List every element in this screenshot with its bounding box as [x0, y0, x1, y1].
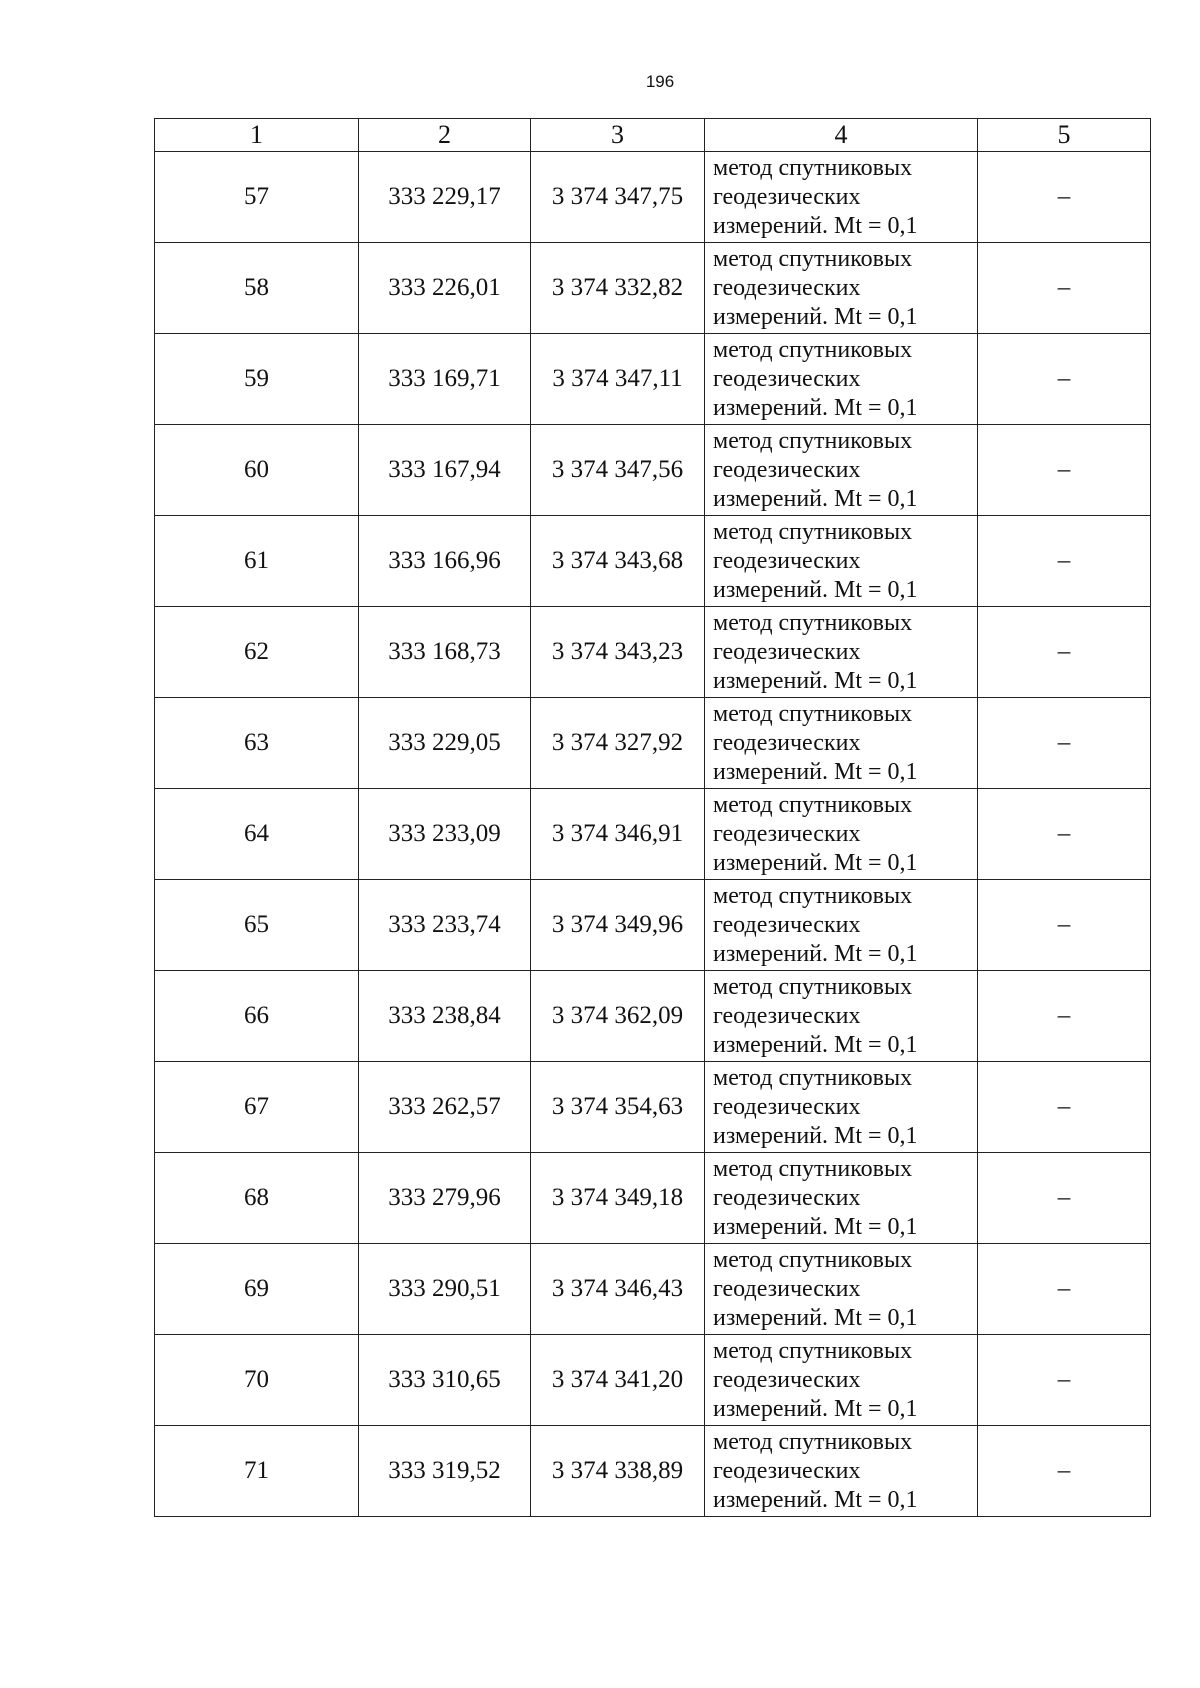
x-coordinate-cell: 333 319,52	[359, 1426, 531, 1517]
method-line: метод спутниковых	[713, 1155, 913, 1182]
x-coordinate-cell: 333 169,71	[359, 334, 531, 425]
table-header	[155, 119, 1151, 152]
method-line: измерений. Mt = 0,1	[713, 667, 918, 694]
description-cell: –	[978, 1062, 1151, 1153]
method-line: геодезических	[713, 1275, 861, 1302]
method-cell	[705, 607, 978, 698]
table-row	[155, 516, 1151, 607]
method-line: метод спутниковых	[713, 1064, 913, 1091]
y-coordinate-cell: 3 374 343,23	[531, 607, 705, 698]
y-coordinate-cell: 3 374 327,92	[531, 698, 705, 789]
method-cell	[705, 243, 978, 334]
x-coordinate-cell: 333 226,01	[359, 243, 531, 334]
point-number-cell: 60	[155, 425, 359, 516]
method-line: метод спутниковых	[713, 973, 913, 1000]
y-coordinate-cell: 3 374 341,20	[531, 1335, 705, 1426]
method-line: геодезических	[713, 820, 861, 847]
method-line: метод спутниковых	[713, 245, 913, 272]
y-coordinate-cell: 3 374 349,18	[531, 1153, 705, 1244]
method-line: геодезических	[713, 1366, 861, 1393]
y-coordinate-cell: 3 374 343,68	[531, 516, 705, 607]
method-cell	[705, 152, 978, 243]
column-header-1: 1	[155, 119, 359, 152]
x-coordinate-cell: 333 229,17	[359, 152, 531, 243]
method-line: метод спутниковых	[713, 154, 913, 181]
description-cell: –	[978, 152, 1151, 243]
table-row	[155, 1244, 1151, 1335]
column-header-3: 3	[531, 119, 705, 152]
method-cell	[705, 880, 978, 971]
method-line: измерений. Mt = 0,1	[713, 1031, 918, 1058]
y-coordinate-cell: 3 374 362,09	[531, 971, 705, 1062]
method-line: измерений. Mt = 0,1	[713, 485, 918, 512]
method-line: измерений. Mt = 0,1	[713, 1213, 918, 1240]
method-line: метод спутниковых	[713, 427, 913, 454]
description-cell: –	[978, 516, 1151, 607]
method-cell	[705, 1153, 978, 1244]
method-line: метод спутниковых	[713, 700, 913, 727]
point-number-cell: 66	[155, 971, 359, 1062]
method-line: геодезических	[713, 638, 861, 665]
method-line: геодезических	[713, 1002, 861, 1029]
method-line: измерений. Mt = 0,1	[713, 849, 918, 876]
table-row	[155, 789, 1151, 880]
x-coordinate-cell: 333 166,96	[359, 516, 531, 607]
point-number-cell: 65	[155, 880, 359, 971]
description-cell: –	[978, 425, 1151, 516]
table-row	[155, 607, 1151, 698]
point-number-cell: 59	[155, 334, 359, 425]
method-line: измерений. Mt = 0,1	[713, 1395, 918, 1422]
method-cell	[705, 971, 978, 1062]
y-coordinate-cell: 3 374 346,43	[531, 1244, 705, 1335]
x-coordinate-cell: 333 290,51	[359, 1244, 531, 1335]
point-number-cell: 61	[155, 516, 359, 607]
method-line: измерений. Mt = 0,1	[713, 1122, 918, 1149]
description-cell: –	[978, 1426, 1151, 1517]
y-coordinate-cell: 3 374 354,63	[531, 1062, 705, 1153]
point-number-cell: 62	[155, 607, 359, 698]
table-row	[155, 1062, 1151, 1153]
header-row	[155, 119, 1151, 152]
point-number-cell: 70	[155, 1335, 359, 1426]
method-line: геодезических	[713, 1093, 861, 1120]
description-cell: –	[978, 880, 1151, 971]
point-number-cell: 71	[155, 1426, 359, 1517]
method-line: геодезических	[713, 274, 861, 301]
y-coordinate-cell: 3 374 347,75	[531, 152, 705, 243]
table-row	[155, 243, 1151, 334]
method-line: метод спутниковых	[713, 882, 913, 909]
method-line: измерений. Mt = 0,1	[713, 758, 918, 785]
method-cell	[705, 1335, 978, 1426]
description-cell: –	[978, 698, 1151, 789]
x-coordinate-cell: 333 229,05	[359, 698, 531, 789]
method-line: геодезических	[713, 1184, 861, 1211]
method-line: метод спутниковых	[713, 518, 913, 545]
method-cell	[705, 516, 978, 607]
description-cell: –	[978, 971, 1151, 1062]
x-coordinate-cell: 333 238,84	[359, 971, 531, 1062]
method-line: геодезических	[713, 365, 861, 392]
x-coordinate-cell: 333 233,74	[359, 880, 531, 971]
table-row	[155, 425, 1151, 516]
description-cell: –	[978, 1335, 1151, 1426]
method-line: геодезических	[713, 1457, 861, 1484]
x-coordinate-cell: 333 167,94	[359, 425, 531, 516]
method-line: геодезических	[713, 911, 861, 938]
table-row	[155, 1153, 1151, 1244]
description-cell: –	[978, 789, 1151, 880]
method-line: измерений. Mt = 0,1	[713, 576, 918, 603]
point-number-cell: 69	[155, 1244, 359, 1335]
method-line: метод спутниковых	[713, 336, 913, 363]
method-cell	[705, 334, 978, 425]
method-line: измерений. Mt = 0,1	[713, 394, 918, 421]
method-line: метод спутниковых	[713, 1246, 913, 1273]
method-line: измерений. Mt = 0,1	[713, 940, 918, 967]
description-cell: –	[978, 1153, 1151, 1244]
table-row	[155, 971, 1151, 1062]
point-number-cell: 67	[155, 1062, 359, 1153]
method-line: геодезических	[713, 183, 861, 210]
description-cell: –	[978, 334, 1151, 425]
point-number-cell: 58	[155, 243, 359, 334]
table-body	[155, 152, 1151, 1517]
y-coordinate-cell: 3 374 347,11	[531, 334, 705, 425]
x-coordinate-cell: 333 233,09	[359, 789, 531, 880]
method-line: геодезических	[713, 547, 861, 574]
method-line: измерений. Mt = 0,1	[713, 1486, 918, 1513]
table-row	[155, 1426, 1151, 1517]
column-header-2: 2	[359, 119, 531, 152]
point-number-cell: 68	[155, 1153, 359, 1244]
method-line: метод спутниковых	[713, 609, 913, 636]
x-coordinate-cell: 333 310,65	[359, 1335, 531, 1426]
coordinates-table	[154, 118, 1151, 1517]
method-cell	[705, 698, 978, 789]
description-cell: –	[978, 1244, 1151, 1335]
table-row	[155, 334, 1151, 425]
point-number-cell: 63	[155, 698, 359, 789]
x-coordinate-cell: 333 168,73	[359, 607, 531, 698]
table-row	[155, 1335, 1151, 1426]
method-cell	[705, 1244, 978, 1335]
method-line: измерений. Mt = 0,1	[713, 212, 918, 239]
y-coordinate-cell: 3 374 338,89	[531, 1426, 705, 1517]
y-coordinate-cell: 3 374 346,91	[531, 789, 705, 880]
point-number-cell: 57	[155, 152, 359, 243]
x-coordinate-cell: 333 279,96	[359, 1153, 531, 1244]
method-cell	[705, 1062, 978, 1153]
method-cell	[705, 1426, 978, 1517]
table-row	[155, 698, 1151, 789]
description-cell: –	[978, 243, 1151, 334]
method-line: геодезических	[713, 729, 861, 756]
y-coordinate-cell: 3 374 349,96	[531, 880, 705, 971]
y-coordinate-cell: 3 374 347,56	[531, 425, 705, 516]
y-coordinate-cell: 3 374 332,82	[531, 243, 705, 334]
description-cell: –	[978, 607, 1151, 698]
column-header-4: 4	[705, 119, 978, 152]
method-line: геодезических	[713, 456, 861, 483]
method-line: измерений. Mt = 0,1	[713, 303, 918, 330]
method-line: измерений. Mt = 0,1	[713, 1304, 918, 1331]
column-header-5: 5	[978, 119, 1151, 152]
method-cell	[705, 425, 978, 516]
method-line: метод спутниковых	[713, 1337, 913, 1364]
method-cell	[705, 789, 978, 880]
table-row	[155, 880, 1151, 971]
page-number: 196	[645, 72, 675, 91]
point-number-cell: 64	[155, 789, 359, 880]
x-coordinate-cell: 333 262,57	[359, 1062, 531, 1153]
table-row	[155, 152, 1151, 243]
method-line: метод спутниковых	[713, 791, 913, 818]
method-line: метод спутниковых	[713, 1428, 913, 1455]
